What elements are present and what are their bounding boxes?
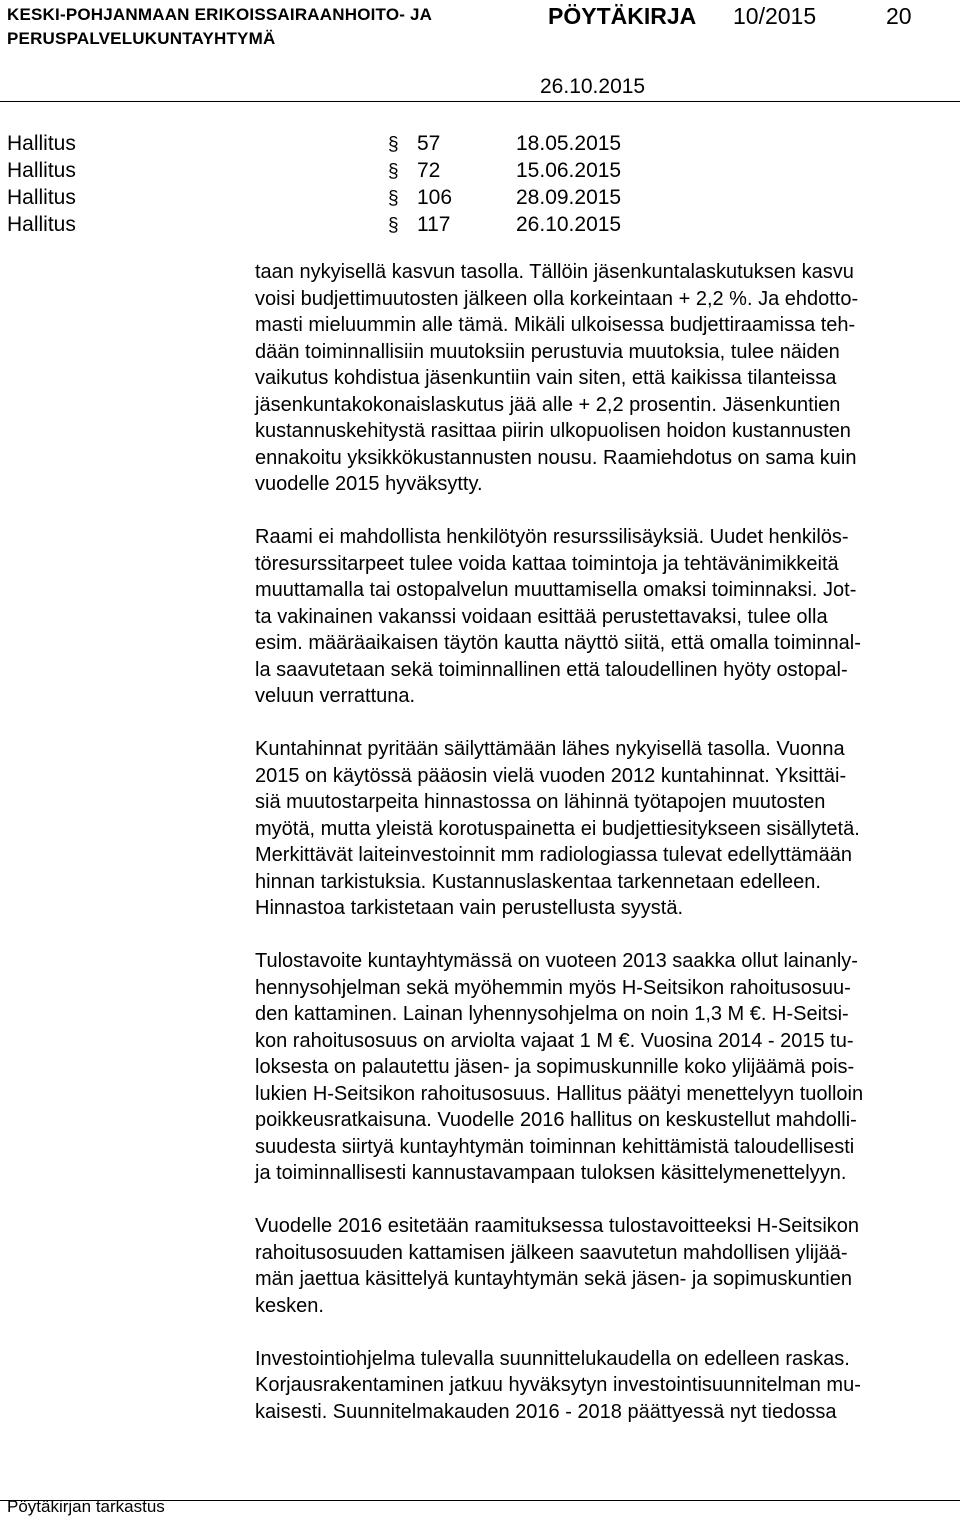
body-paragraph: Tulostavoite kuntayhtymässä on vuoteen 2013 saakka ollut lainanly- hennysohjelman sekä myöhemmin myös H-Seitsikon rahoitusosuu- den kattaminen. Lainan lyhennysohjelma on noin 1,3 M €. H-Seitsi- kon rahoitusosuus on arviolta vajaat 1 M €. Vuosina 2014 - 2015 tu- loksesta on palautettu jäsen- ja sopimuskunnille koko ylijäämä pois- lukien H-Seitsikon rahoitusosuus. Hallitus päätyi menettelyyn tuolloin poikkeusratkaisuna. Vuodelle 2016 hallitus on keskustellut mahdolli- suudesta siirtyä kuntayhtymän toiminnan kehittämistä taloudellisesti ja toiminnallisesti kannustavampaan tuloksen käsittelymenettelyyn. bbox=[255, 950, 864, 1184]
history-date: 18.05.2015 bbox=[516, 132, 622, 155]
history-section-number: 106 bbox=[417, 186, 453, 209]
section-sign-icon bbox=[388, 188, 402, 207]
section-sign-icon bbox=[388, 215, 402, 234]
body-paragraph: Vuodelle 2016 esitetään raamituksessa tulostavoitteeksi H-Seitsikon rahoitusosuuden kattamisen jälkeen saavutetun mahdollisen ylijää- män jaettua käsittelyä kuntayhtymän sekä jäsen- ja sopimuskuntien kesken. bbox=[255, 1215, 860, 1317]
header-divider bbox=[0, 101, 960, 102]
history-row bbox=[7, 130, 707, 157]
meeting-date: 26.10.2015 bbox=[540, 75, 646, 98]
section-sign-icon bbox=[388, 134, 402, 153]
history-section-number: 57 bbox=[417, 132, 441, 155]
history-date: 28.09.2015 bbox=[516, 186, 622, 209]
history-body: Hallitus bbox=[7, 159, 76, 182]
history-section-number: 117 bbox=[417, 213, 451, 236]
minutes-review-label: Pöytäkirjan tarkastus bbox=[7, 1497, 165, 1516]
history-row bbox=[7, 184, 707, 211]
svg-text:§: § bbox=[388, 134, 399, 153]
organization-name-line1: KESKI-POHJANMAAN ERIKOISSAIRAANHOITO- JA bbox=[7, 5, 433, 24]
document-number: 10/2015 bbox=[733, 3, 817, 29]
section-sign-icon bbox=[388, 161, 402, 180]
history-row bbox=[7, 211, 707, 238]
svg-text:§: § bbox=[388, 215, 399, 234]
body-paragraph: Investointiohjelma tulevalla suunnittelukaudella on edelleen raskas. Korjausrakentaminen jatkuu hyväksytyn investointisuunnitelman mu- kaisesti. Suunnitelmakauden 2016 - 2018 päättyessä nyt tiedossa bbox=[255, 1347, 861, 1423]
history-date: 26.10.2015 bbox=[516, 213, 622, 236]
page-number: 20 bbox=[886, 3, 912, 29]
body-paragraph: taan nykyisellä kasvun tasolla. Tällöin jäsenkuntalaskutuksen kasvu voisi budjettimuutosten jälkeen olla korkeintaan + 2,2 %. Ja ehdotto- masti mieluummin alle tämä. Mikäli ulkoisessa budjettiraamissa teh- dään toiminnallisiin muutoksiin perustuvia muutoksia, tulee näiden vaikutus kohdistua jäsenkuntiin vain siten, että kaikissa tilanteissa jäsenkuntakokonaislaskutus jää alle + 2,2 prosentin. Jäsenkuntien kustannuskehitystä rasittaa piirin ulkopuolisen hoidon kustannusten ennakoitu yksikkökustannusten nousu. Raamiehdotus on sama kuin vuodelle 2015 hyväksytty. bbox=[255, 261, 859, 495]
body-paragraph: Kuntahinnat pyritään säilyttämään lähes nykyisellä tasolla. Vuonna 2015 on käytössä pääosin vielä vuoden 2012 kuntahinnat. Yksittäi- siä muutostarpeita hinnastossa on lähinnä työtapojen muutosten myötä, mutta yleistä korotuspainetta ei budjettiesitykseen sisällytetä. Merkittävät laiteinvestoinnit mm radiologiassa tulevat edellyttämään hinnan tarkistuksia. Kustannuslaskentaa tarkennetaan edelleen. Hinnastoa tarkistetaan vain perustellusta syystä. bbox=[255, 738, 860, 919]
history-body: Hallitus bbox=[7, 186, 76, 209]
history-date: 15.06.2015 bbox=[516, 159, 622, 182]
processing-history bbox=[7, 130, 707, 238]
organization-name-line2: PERUSPALVELUKUNTAYHTYMÄ bbox=[7, 29, 276, 48]
history-section-number: 72 bbox=[417, 159, 441, 182]
svg-text:§: § bbox=[388, 161, 399, 180]
history-body: Hallitus bbox=[7, 132, 76, 155]
svg-text:§: § bbox=[388, 188, 399, 207]
history-row bbox=[7, 157, 707, 184]
organization-name bbox=[7, 3, 432, 51]
body-paragraph: Raami ei mahdollista henkilötyön resurssilisäyksiä. Uudet henkilös- töresurssitarpeet tulee voida kattaa toimintoja ja tehtävänimikkeitä muuttamalla tai ostopalvelun muuttamisella omaksi toiminnaksi. Jot- ta vakinainen vakanssi voidaan esittää perustettavaksi, tulee olla esim. määräaikaisen täytön kautta näyttö siitä, että omalla toiminnal- la saavutetaan sekä toiminnallinen että taloudellinen hyöty ostopal- veluun verrattuna. bbox=[255, 526, 861, 707]
body-text bbox=[255, 259, 960, 1425]
history-body: Hallitus bbox=[7, 213, 76, 236]
document-type: PÖYTÄKIRJA bbox=[548, 3, 697, 29]
